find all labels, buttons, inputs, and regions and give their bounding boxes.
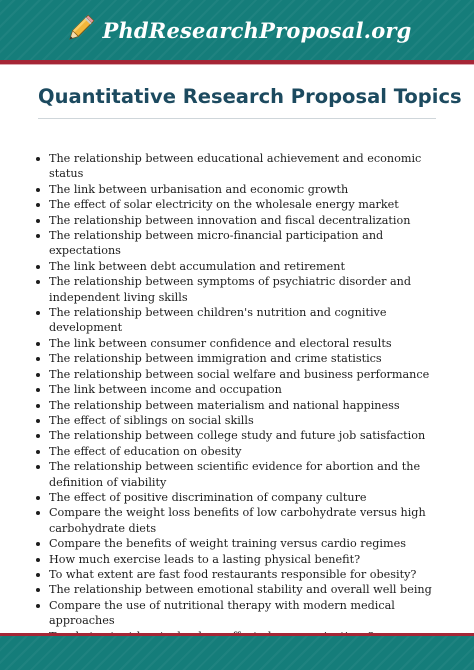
- topic-list-item: The link between consumer confidence and electoral results: [34, 336, 444, 351]
- topic-list-item: The relationship between materialism and national happiness: [34, 398, 444, 413]
- footer-banner: [0, 636, 474, 670]
- topic-list-item: The effect of education on obesity: [34, 444, 444, 459]
- topic-list-item: The relationship between children's nutrition and cognitive development: [34, 305, 444, 336]
- site-logo[interactable]: [62, 13, 411, 47]
- topic-list-item: The relationship between educational achievement and economic status: [34, 151, 444, 182]
- topic-list-item: The link between urbanisation and economic growth: [34, 182, 444, 197]
- topic-list-item: Compare the use of nutritional therapy with modern medical approaches: [34, 598, 444, 629]
- topic-list-item: Compare the benefits of weight training versus cardio regimes: [34, 536, 444, 551]
- topic-list-item: The relationship between innovation and fiscal decentralization: [34, 213, 444, 228]
- topic-list-item: The effect of solar electricity on the wholesale energy market: [34, 197, 444, 212]
- header-accent-line: [0, 64, 474, 65]
- topic-list-item: Compare the weight loss benefits of low carbohydrate versus high carbohydrate diets: [34, 505, 444, 536]
- topic-list-item: To what extent are fast food restaurants responsible for obesity?: [34, 567, 444, 582]
- topic-list-item: The link between debt accumulation and retirement: [34, 259, 444, 274]
- topic-list-item: The relationship between symptoms of psychiatric disorder and independent living skills: [34, 274, 444, 305]
- topic-list-item: The relationship between college study and future job satisfaction: [34, 428, 444, 443]
- topic-list-item: The relationship between emotional stability and overall well being: [34, 582, 444, 597]
- title-divider: [38, 118, 436, 119]
- page-title: Quantitative Research Proposal Topics: [38, 85, 462, 108]
- topic-list-item: The effect of siblings on social skills: [34, 413, 444, 428]
- topic-list-item: The relationship between scientific evidence for abortion and the definition of viability: [34, 459, 444, 490]
- topic-list-item: The effect of positive discrimination of company culture: [34, 490, 444, 505]
- topic-list-item: How much exercise leads to a lasting physical benefit?: [34, 552, 444, 567]
- topic-list-item: The relationship between immigration and crime statistics: [34, 351, 444, 366]
- topic-list-item: The link between income and occupation: [34, 382, 444, 397]
- topic-list-item: The relationship between social welfare and business performance: [34, 367, 444, 382]
- logo-text: PhdResearchProposal.org: [102, 17, 412, 43]
- topic-list: [34, 151, 444, 659]
- header-banner: [0, 0, 474, 60]
- topic-list-item: The relationship between micro-financial participation and expectations: [34, 228, 444, 259]
- pencil-icon: [62, 13, 96, 47]
